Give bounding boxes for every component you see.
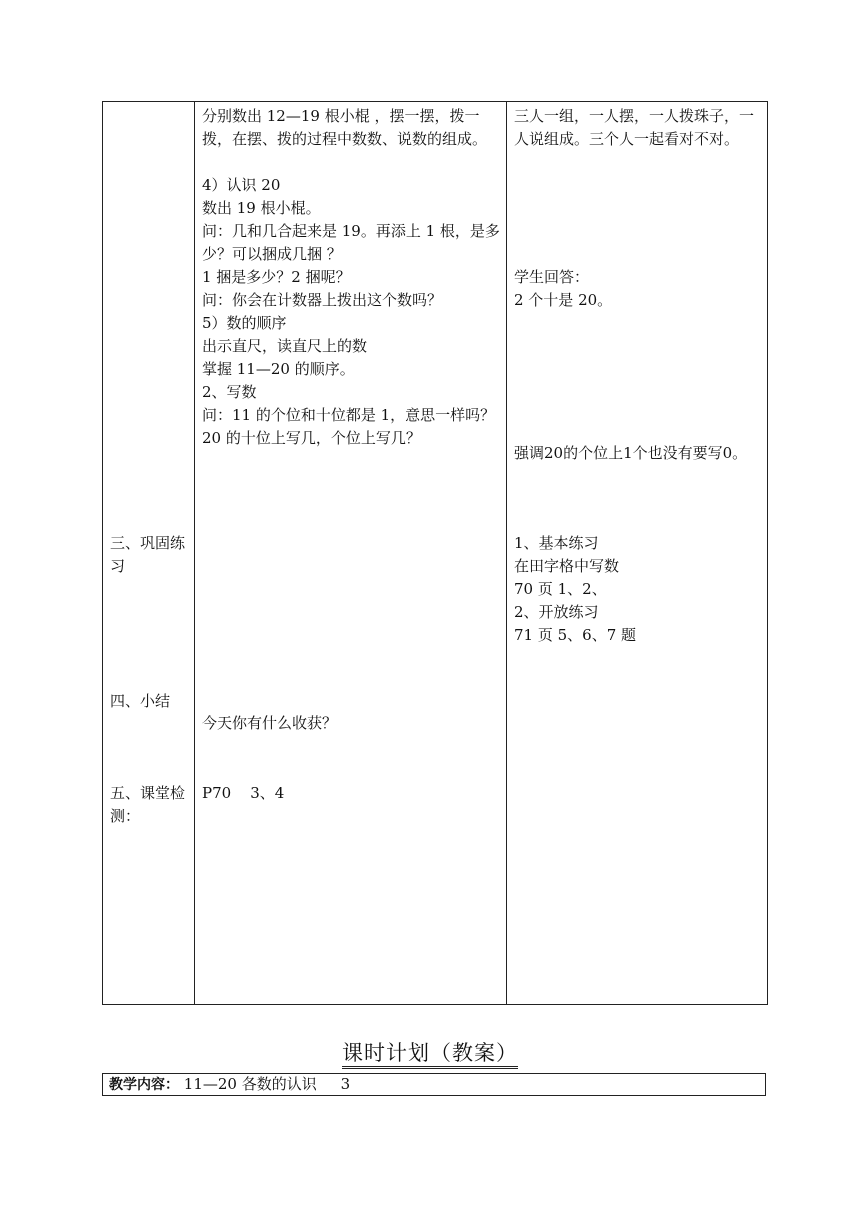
teaching-content-row: [102, 1073, 766, 1096]
page-title-text: 课时计划（教案）: [342, 1041, 518, 1069]
practice-list-text: 1、基本练习 在田字格中写数 70 页 1、2、 2、开放练习 71 页 5、6、7 题: [514, 534, 637, 644]
teaching-content-value: 11—20 各数的认识 3: [183, 1075, 351, 1093]
section-check-label: 五、课堂检测：: [110, 784, 186, 825]
check-exercise-text: P70 3、4: [202, 784, 285, 802]
counting-sticks-text: 分别数出 12—19 根小棍 ，摆一摆，拨一拨，在摆、拨的过程中数数、说数的组成。: [202, 107, 488, 148]
emphasis-text: 强调20的个位上1个也没有要写0。: [514, 444, 748, 462]
group-activity-text: 三人一组，一人摆，一人拨珠子，一人说组成。三个人一起看对不对。: [514, 107, 755, 148]
teaching-content-cell: [103, 1074, 766, 1096]
teaching-content-label: 教学内容：: [109, 1077, 179, 1093]
page-title: [0, 1037, 860, 1067]
summary-question-text: 今天你有什么收获？: [202, 714, 338, 732]
section-consolidation-label: 三、巩固练习: [110, 534, 186, 575]
stage-column: [103, 102, 195, 1005]
lesson-plan-table: [102, 101, 768, 1005]
teacher-activity-column: [195, 102, 507, 1005]
student-activity-column: [507, 102, 768, 1005]
section-summary-label: 四、小结: [110, 692, 171, 710]
recognize-20-text: 4）认识 20 数出 19 根小棍。 问：几和几合起来是 19。再添上 1 根，是多少？可以捆成几捆 ？ 1 捆是多少？2 捆呢？ 问：你会在计数器上拨出这个数吗？ 5）数的顺序 出示直尺，读直尺上的数 掌握 11—20 的顺序。 2、写数 问：11 的个位和十位都是 1，意思一样吗？ 20 的十位上写几，个位上写几？: [202, 176, 500, 447]
student-answer-text: 学生回答： 2 个十是 20。: [514, 268, 613, 309]
